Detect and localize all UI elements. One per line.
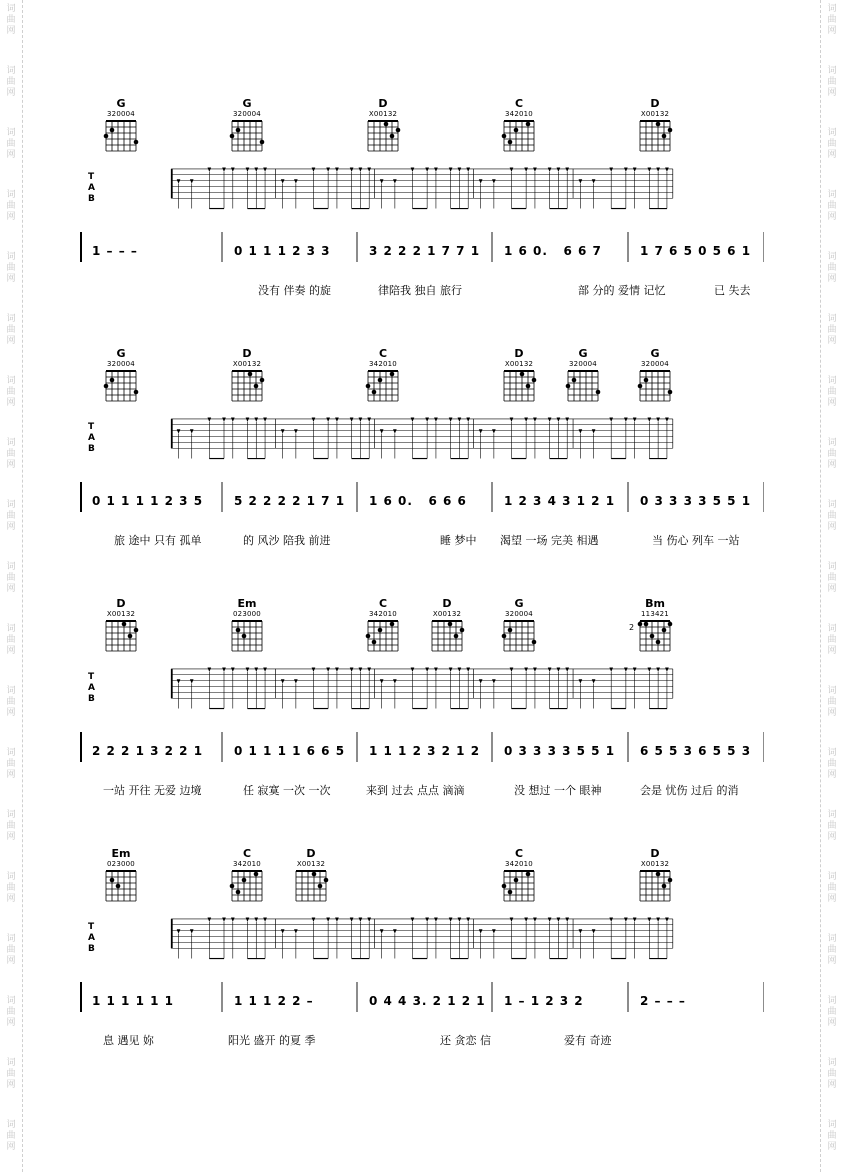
tab-clef-letter: A [88, 683, 95, 693]
watermark-text: 词 曲 网 [827, 934, 837, 966]
tab-staff [80, 666, 764, 710]
numbered-notes: 0 1 1 1 1 6 6 5 [234, 744, 346, 758]
chord-diagram [499, 848, 539, 903]
numbered-notes: 1 – – – [92, 244, 138, 258]
finger-dot [230, 884, 235, 889]
finger-dot [242, 634, 247, 639]
chord-fingering-code: 342010 [505, 860, 533, 868]
chord-diagram [227, 98, 267, 153]
finger-dot [128, 634, 133, 639]
watermark-text: 词 曲 网 [827, 376, 837, 408]
finger-dot [638, 622, 643, 627]
finger-dot [390, 134, 395, 139]
chord-name: G [514, 597, 524, 610]
finger-dot [372, 640, 377, 645]
lyric-line: 任 寂寞 一次 一次 [243, 784, 331, 797]
finger-dot [134, 390, 139, 395]
finger-dot [668, 390, 673, 395]
numbered-notes: 5 2 2 2 2 1 7 1 [234, 494, 346, 508]
watermark-text: 词 曲 网 [827, 1058, 837, 1090]
chord-name: D [442, 597, 452, 610]
finger-dot [254, 872, 259, 877]
watermark-text: 词 曲 网 [6, 934, 16, 966]
numbered-notes: 1 6 0. 6 6 7 [504, 244, 602, 258]
chord-diagram [291, 848, 331, 903]
chord-grid [363, 119, 403, 153]
finger-dot [508, 628, 513, 633]
chord-diagram [227, 598, 267, 653]
watermark-text: 词 曲 网 [827, 190, 837, 222]
chord-diagram [363, 348, 403, 403]
finger-dot [366, 634, 371, 639]
chord-grid [635, 869, 675, 903]
finger-dot [656, 122, 661, 127]
watermark-text: 词 曲 网 [6, 314, 16, 346]
watermark-text: 词 曲 网 [827, 810, 837, 842]
chord-grid [227, 119, 267, 153]
finger-dot [324, 878, 329, 883]
finger-dot [254, 384, 259, 389]
finger-dot [454, 634, 459, 639]
numbered-notes: 0 1 1 1 2 3 3 [234, 244, 331, 258]
watermark-text: 词 曲 网 [6, 438, 16, 470]
chord-name: D [514, 347, 524, 360]
numbered-notes: 1 2 3 4 3 1 2 1 [504, 494, 616, 508]
lyric-line: 已 失去 [714, 284, 751, 297]
lyric-line: 律陪我 独自 旅行 [378, 284, 462, 297]
finger-dot [508, 140, 513, 145]
chord-grid [101, 619, 141, 653]
chord-fingering-code: 342010 [369, 610, 397, 618]
numbered-notes: 0 3 3 3 3 5 5 1 [640, 494, 752, 508]
chord-fingering-code: 342010 [369, 360, 397, 368]
chord-grid [499, 369, 539, 403]
finger-dot [134, 140, 139, 145]
chord-fingering-code: 113421 [641, 610, 669, 618]
chord-fingering-code: 023000 [107, 860, 135, 868]
finger-dot [526, 384, 531, 389]
chord-grid [499, 119, 539, 153]
tab-clef-letter: A [88, 933, 95, 943]
chord-diagram [635, 98, 675, 153]
chord-fingering-code: X00132 [640, 110, 670, 118]
watermark-text: 词 曲 网 [827, 562, 837, 594]
finger-dot [372, 390, 377, 395]
finger-dot [378, 628, 383, 633]
tab-clef-letter: B [88, 444, 95, 454]
chord-fingering-code: X00132 [368, 110, 398, 118]
finger-dot [520, 372, 525, 377]
numbered-notes: 1 – 1 2 3 2 [504, 994, 584, 1008]
finger-dot [110, 878, 115, 883]
watermark-text: 词 曲 网 [6, 1058, 16, 1090]
lyric-line: 渴望 一场 完美 相遇 [500, 534, 599, 547]
finger-dot [104, 134, 109, 139]
chord-fingering-code: X00132 [106, 610, 136, 618]
finger-dot [110, 378, 115, 383]
chord-grid [499, 869, 539, 903]
finger-dot [644, 378, 649, 383]
chord-fingering-code: 342010 [233, 860, 261, 868]
chord-diagram [499, 348, 539, 403]
chord-fingering-code: 320004 [233, 110, 261, 118]
tab-clef-letter: A [88, 433, 95, 443]
tab-clef-letter: B [88, 194, 95, 204]
chord-name: G [578, 347, 588, 360]
finger-dot [514, 878, 519, 883]
finger-dot [566, 384, 571, 389]
watermark-text: 词 曲 网 [6, 810, 16, 842]
chord-name: C [242, 847, 252, 860]
watermark-text: 词 曲 网 [827, 314, 837, 346]
chord-name: G [116, 97, 126, 110]
chord-diagram [227, 348, 267, 403]
finger-dot [396, 128, 401, 133]
chord-fingering-code: X00132 [640, 860, 670, 868]
watermark-text: 词 曲 网 [827, 748, 837, 780]
chord-diagram [101, 848, 141, 903]
score-system [0, 98, 843, 308]
lyric-line: 爱有 奇迹 [564, 1034, 612, 1047]
chord-diagram [363, 98, 403, 153]
finger-dot [668, 128, 673, 133]
chord-grid [635, 619, 675, 653]
chord-diagram [363, 598, 403, 653]
finger-dot [662, 884, 667, 889]
finger-dot [116, 884, 121, 889]
watermark-text: 词 曲 网 [6, 4, 16, 36]
watermark-text: 词 曲 网 [6, 748, 16, 780]
chord-name: Em [111, 847, 131, 860]
tab-clef-letter: T [88, 172, 95, 182]
tab-clef-letter: B [88, 944, 95, 954]
watermark-text: 词 曲 网 [827, 252, 837, 284]
finger-dot [236, 890, 241, 895]
lyric-line: 阳光 盛开 的夏 季 [228, 1034, 316, 1047]
watermark-text: 词 曲 网 [827, 872, 837, 904]
finger-dot [656, 872, 661, 877]
finger-dot [656, 640, 661, 645]
tab-clef-letter: T [88, 422, 95, 432]
finger-dot [668, 878, 673, 883]
finger-dot [572, 378, 577, 383]
watermark-text: 词 曲 网 [6, 872, 16, 904]
lyric-line: 的 风沙 陪我 前进 [243, 534, 331, 547]
finger-dot [532, 378, 537, 383]
finger-dot [260, 140, 265, 145]
finger-dot [596, 390, 601, 395]
chord-name: Bm [645, 597, 665, 610]
finger-dot [312, 872, 317, 877]
tab-clef-letter: T [88, 672, 95, 682]
score-system [0, 848, 843, 1058]
chord-diagram [101, 98, 141, 153]
chord-diagram [629, 597, 675, 653]
finger-dot [662, 628, 667, 633]
numbered-notes: 1 1 1 2 3 2 1 2 [369, 744, 481, 758]
watermark-text: 词 曲 网 [6, 500, 16, 532]
finger-dot [514, 128, 519, 133]
watermark-text: 词 曲 网 [827, 624, 837, 656]
numbered-notes: 0 1 1 1 1 2 3 5 [92, 494, 204, 508]
watermark-text: 词 曲 网 [827, 686, 837, 718]
finger-dot [502, 634, 507, 639]
tab-clef-letter: A [88, 183, 95, 193]
chord-grid [101, 119, 141, 153]
chord-grid [635, 119, 675, 153]
chord-grid [363, 619, 403, 653]
watermark-text: 词 曲 网 [6, 128, 16, 160]
chord-name: D [378, 97, 388, 110]
chord-fingering-code: 320004 [107, 110, 135, 118]
chord-grid [227, 369, 267, 403]
chord-fingering-code: 320004 [505, 610, 533, 618]
watermark-text: 词 曲 网 [827, 1120, 837, 1152]
chord-name: C [378, 597, 388, 610]
chord-name: C [514, 97, 524, 110]
watermark-text: 词 曲 网 [827, 500, 837, 532]
chord-grid [427, 619, 467, 653]
finger-dot [390, 372, 395, 377]
finger-dot [236, 628, 241, 633]
numbered-notes: 0 4 4 3. 2 1 2 1 [369, 994, 486, 1008]
finger-dot [448, 622, 453, 627]
finger-dot [390, 622, 395, 627]
watermark-text: 词 曲 网 [6, 190, 16, 222]
numbered-notes: 1 1 1 1 1 1 [92, 994, 174, 1008]
chord-fingering-code: X00132 [232, 360, 262, 368]
chord-grid [101, 869, 141, 903]
chord-grid [101, 369, 141, 403]
numbered-notes: 1 1 1 2 2 – [234, 994, 314, 1008]
chord-fingering-code: 320004 [107, 360, 135, 368]
chord-grid [363, 369, 403, 403]
lyric-line: 旅 途中 只有 孤单 [114, 534, 202, 547]
chord-grid [563, 369, 603, 403]
chord-fingering-code: X00132 [432, 610, 462, 618]
chord-diagram [635, 348, 675, 403]
numbered-notes: 1 7 6 5 0 5 6 1 [640, 244, 752, 258]
tab-staff [80, 916, 764, 960]
chord-fingering-code: 023000 [233, 610, 261, 618]
chord-fingering-code: 342010 [505, 110, 533, 118]
finger-dot [668, 622, 673, 627]
finger-dot [122, 622, 127, 627]
chord-fingering-code: 320004 [641, 360, 669, 368]
finger-dot [248, 372, 253, 377]
chord-name: G [242, 97, 252, 110]
fret-number: 2 [629, 623, 635, 632]
finger-dot [650, 634, 655, 639]
lyric-line: 部 分的 爱情 记忆 [578, 284, 666, 297]
finger-dot [460, 628, 465, 633]
numbered-notes: 6 5 5 3 6 5 5 3 [640, 744, 752, 758]
finger-dot [502, 134, 507, 139]
chord-diagram [563, 348, 603, 403]
lyric-line: 来到 过去 点点 滴滴 [366, 784, 465, 797]
chord-name: D [116, 597, 126, 610]
chord-name: D [650, 847, 660, 860]
watermark-text: 词 曲 网 [827, 996, 837, 1028]
chord-diagram [635, 848, 675, 903]
chord-diagram [499, 598, 539, 653]
chord-name: G [650, 347, 660, 360]
finger-dot [526, 872, 531, 877]
chord-diagram [101, 598, 141, 653]
finger-dot [526, 122, 531, 127]
numbered-notes: 2 2 2 1 3 2 2 1 [92, 744, 204, 758]
numbered-notes: 0 3 3 3 3 5 5 1 [504, 744, 616, 758]
chord-name: D [242, 347, 252, 360]
chord-diagram [227, 848, 267, 903]
lyric-line: 没有 伴奏 的旋 [258, 284, 331, 297]
chord-diagram [427, 598, 467, 653]
watermark-text: 词 曲 网 [827, 66, 837, 98]
lyric-line: 还 贪恋 信 [440, 1034, 491, 1047]
finger-dot [644, 622, 649, 627]
finger-dot [110, 128, 115, 133]
finger-dot [638, 384, 643, 389]
watermark-text: 词 曲 网 [6, 66, 16, 98]
watermark-text: 词 曲 网 [827, 4, 837, 36]
numbered-notes: 3 2 2 2 1 7 7 1 [369, 244, 481, 258]
finger-dot [104, 384, 109, 389]
chord-name: D [306, 847, 316, 860]
watermark-text: 词 曲 网 [6, 1120, 16, 1152]
tab-clef-letter: T [88, 922, 95, 932]
lyric-line: 睡 梦中 [440, 534, 477, 547]
finger-dot [318, 884, 323, 889]
score-system [0, 348, 843, 558]
finger-dot [502, 884, 507, 889]
tab-staff [80, 416, 764, 460]
lyric-line: 一站 开往 无爱 边境 [103, 784, 202, 797]
finger-dot [230, 134, 235, 139]
chord-fingering-code: X00132 [296, 860, 326, 868]
chord-grid [635, 369, 675, 403]
finger-dot [532, 640, 537, 645]
chord-grid [227, 869, 267, 903]
watermark-text: 词 曲 网 [827, 438, 837, 470]
chord-name: Em [237, 597, 257, 610]
watermark-text: 词 曲 网 [6, 376, 16, 408]
chord-fingering-code: 320004 [569, 360, 597, 368]
chord-diagram [101, 348, 141, 403]
finger-dot [260, 378, 265, 383]
watermark-text: 词 曲 网 [6, 624, 16, 656]
watermark-text: 词 曲 网 [6, 996, 16, 1028]
finger-dot [662, 134, 667, 139]
chord-name: G [116, 347, 126, 360]
watermark-text: 词 曲 网 [6, 252, 16, 284]
tab-staff [80, 166, 764, 210]
chord-grid [291, 869, 331, 903]
lyric-line: 当 伤心 列车 一站 [652, 534, 740, 547]
chord-name: D [650, 97, 660, 110]
lyric-line: 会是 忧伤 过后 的消 [640, 784, 739, 797]
lyric-line: 没 想过 一个 眼神 [514, 784, 602, 797]
watermark-text: 词 曲 网 [6, 562, 16, 594]
lyric-line: 息 遇见 妳 [103, 1034, 154, 1047]
finger-dot [384, 122, 389, 127]
chord-name: C [378, 347, 388, 360]
tab-clef-letter: B [88, 694, 95, 704]
numbered-notes: 2 – – – [640, 994, 686, 1008]
watermark-text: 词 曲 网 [827, 128, 837, 160]
score-system [0, 598, 843, 808]
chord-grid [227, 619, 267, 653]
finger-dot [236, 128, 241, 133]
chord-name: C [514, 847, 524, 860]
finger-dot [134, 628, 139, 633]
chord-fingering-code: X00132 [504, 360, 534, 368]
finger-dot [366, 384, 371, 389]
watermark-text: 词 曲 网 [6, 686, 16, 718]
finger-dot [508, 890, 513, 895]
finger-dot [242, 878, 247, 883]
chord-grid [499, 619, 539, 653]
chord-diagram [499, 98, 539, 153]
numbered-notes: 1 6 0. 6 6 6 [369, 494, 467, 508]
finger-dot [378, 378, 383, 383]
